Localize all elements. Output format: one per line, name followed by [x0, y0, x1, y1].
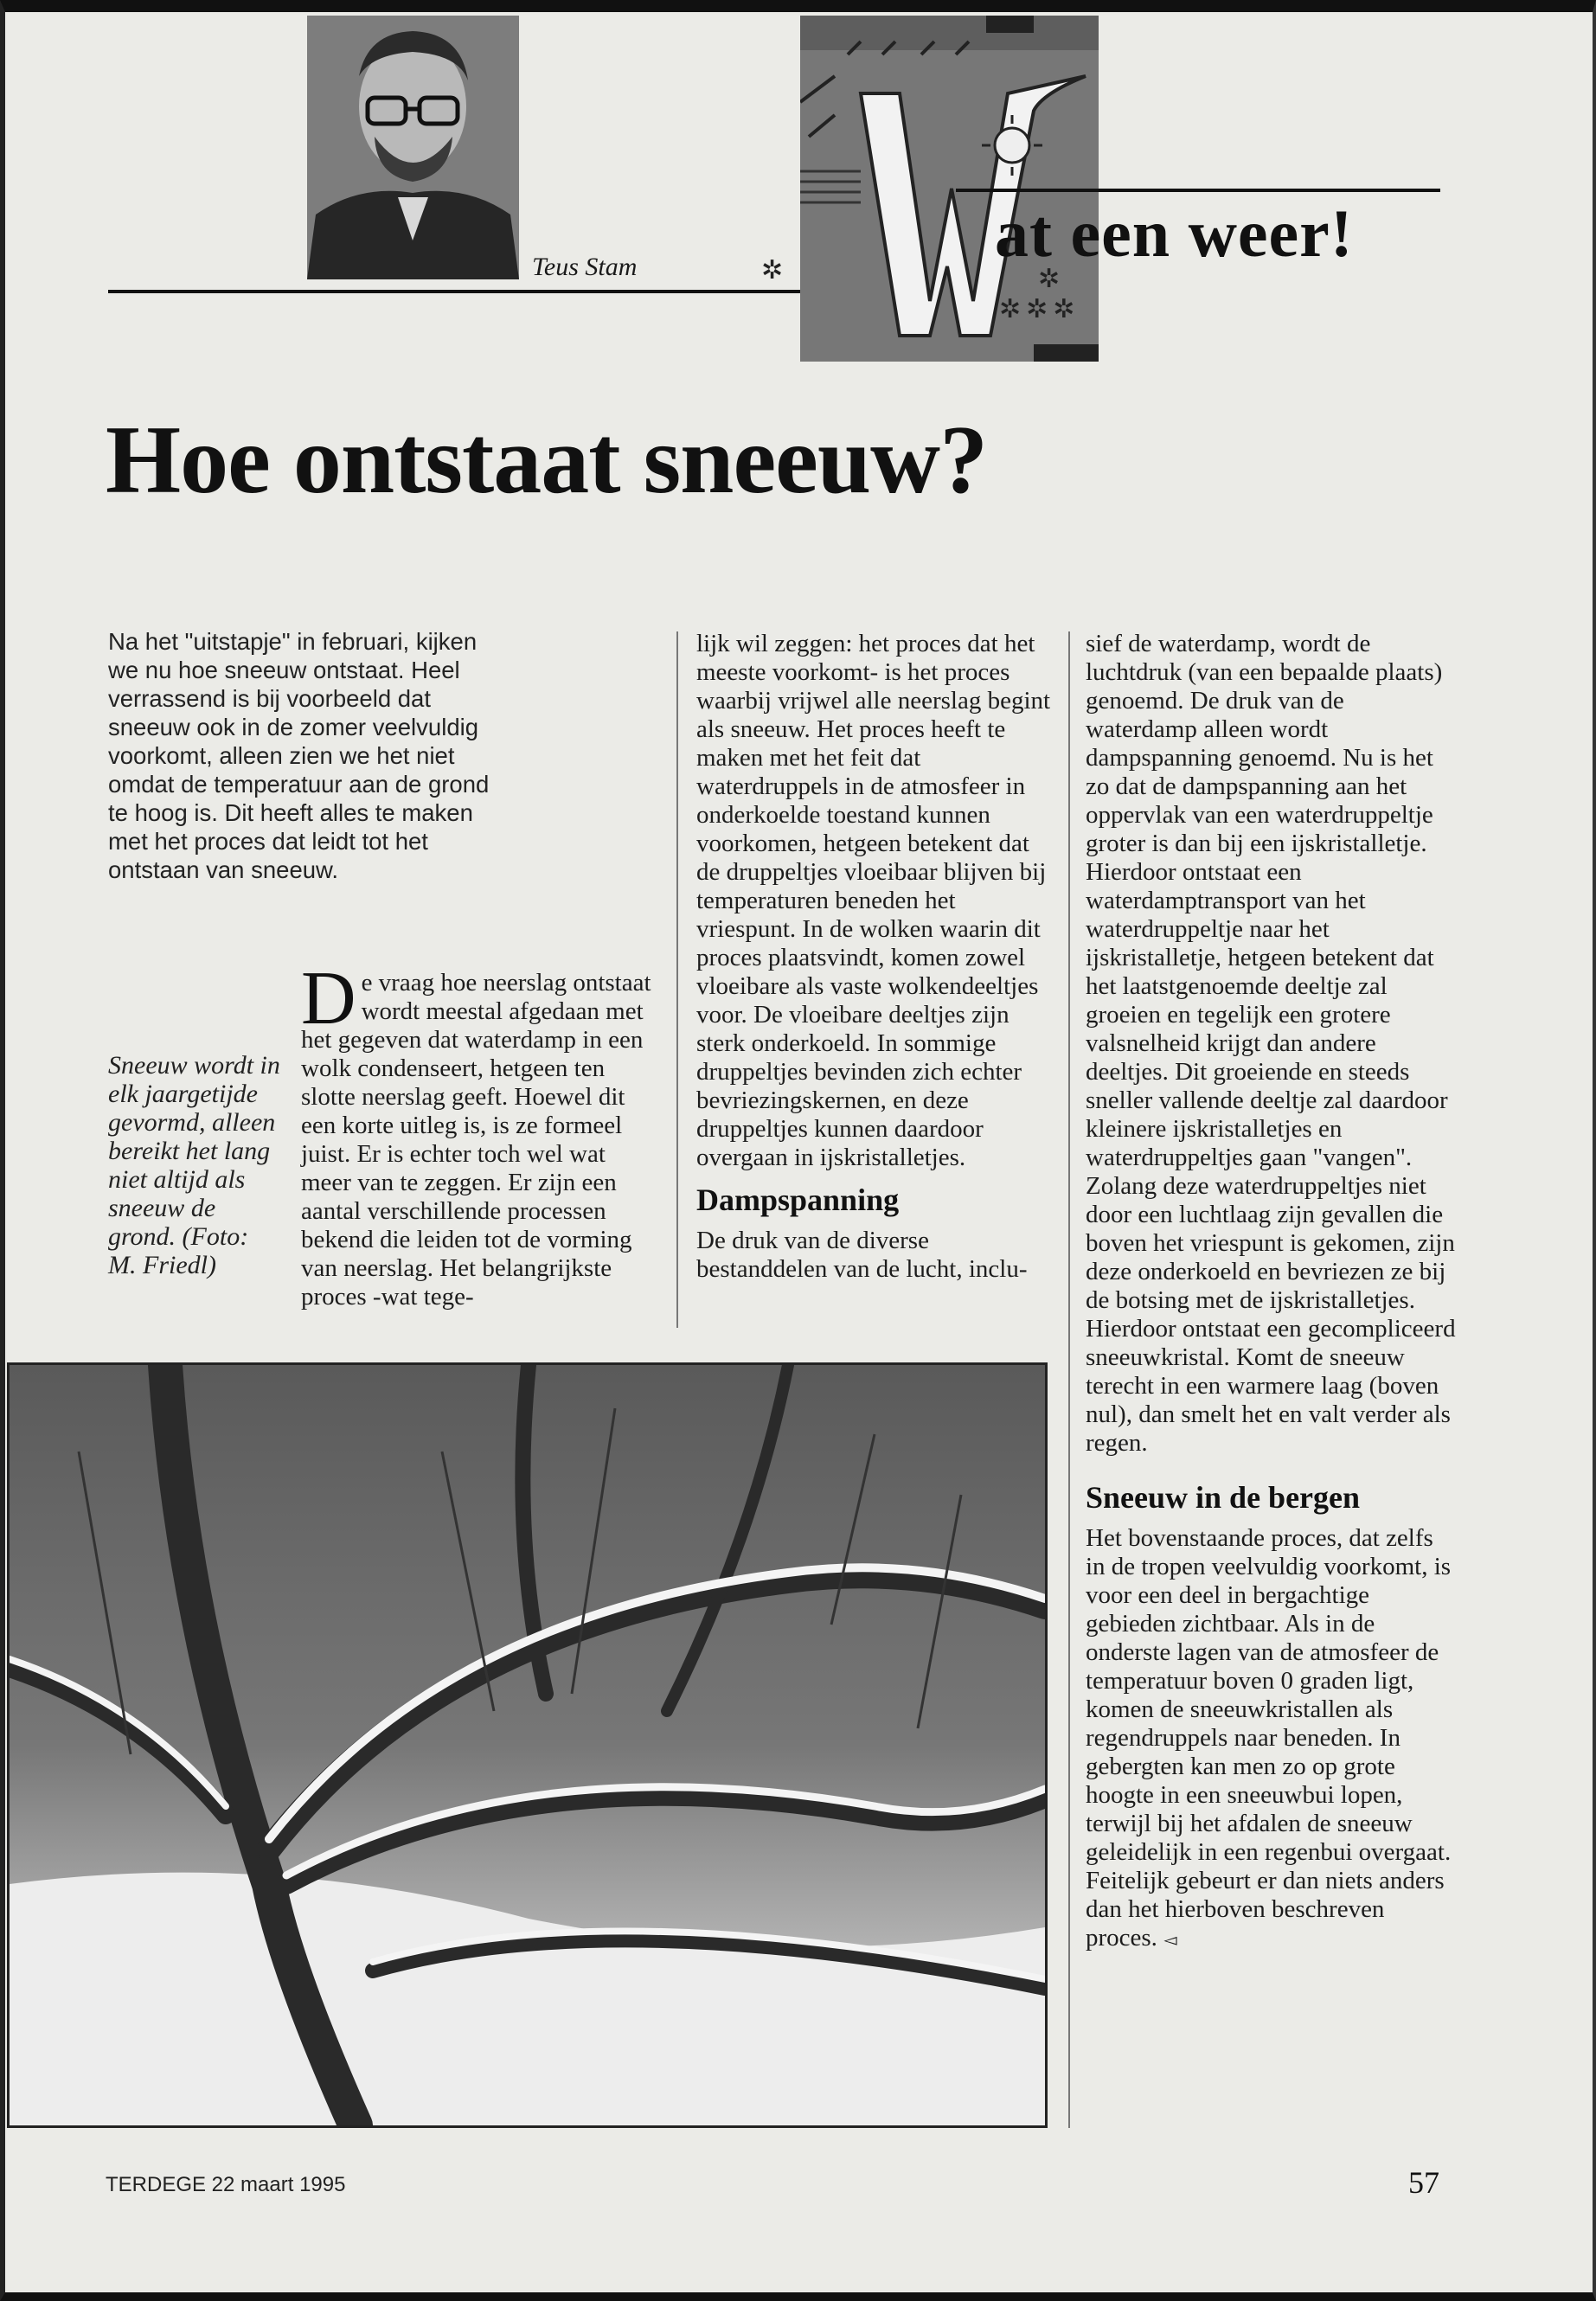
photo-caption: Sneeuw wordt in elk jaargetijde gevormd, alleen bereikt het lang niet altijd als sneeuw de grond. (Foto: M. Friedl): [108, 1051, 280, 1279]
header-rule-right: [956, 189, 1440, 192]
byline: Teus Stam: [532, 253, 638, 281]
column-rule: [1068, 631, 1070, 2128]
end-mark-icon: ◅: [1163, 1931, 1177, 1950]
snow-photo: [7, 1362, 1048, 2128]
column-b: [696, 630, 1051, 1284]
column-a: [301, 957, 660, 1311]
page-number: 57: [1408, 2165, 1439, 2200]
paragraph: e vraag hoe neerslag ontstaat wordt meestal afgedaan met het gegeven dat waterdamp in een wolk condenseert, hetgeen ten slotte neerslag geeft. Hoewel dit een korte uitleg is, is ze formeel juist. Er is echter toch wel wat meer van te zeggen. Er zijn een aantal verschillende processen bekend die leiden tot de vorming van neerslag. Het belangrijkste proces -wat tege-: [301, 969, 651, 1311]
article-headline: Hoe ontstaat sneeuw?: [106, 407, 988, 514]
column-c: [1086, 630, 1458, 1955]
subheading: Dampspanning: [696, 1183, 900, 1217]
paragraph: De druk van de diverse bestanddelen van de lucht, inclu-: [696, 1227, 1028, 1283]
author-portrait: [307, 16, 519, 279]
drop-cap: D: [301, 957, 356, 1041]
star-icon: ✲: [761, 256, 784, 285]
footer-publication: TERDEGE 22 maart 1995: [106, 2173, 346, 2196]
column-title: at een weer!: [995, 195, 1354, 271]
article-intro: Na het "uitstapje" in februari, kijken we nu hoe sneeuw ontstaat. Heel verrassend is bij voorbeeld dat sneeuw ook in de zomer veelvuldig voorkomt, alleen zien we het niet omdat de temperatuur aan de grond te hoog is. Dit heeft alles te maken met het proces dat leidt tot het ontstaan van sneeuw.: [108, 628, 490, 883]
paragraph: Het bovenstaande proces, dat zelfs in de tropen veelvuldig voorkomt, is voor een deel in bergachtige gebieden zichtbaar. Als in de onderste lagen van de atmosfeer de temperatuur boven 0 graden ligt, komen de sneeuwkristallen als regendruppels naar beneden. In gebergten kan men zo op grote hoogte in een sneeuwbui lopen, terwijl bij het afdalen de sneeuw geleidelijk in een regenbui overgaat. Feitelijk gebeurt er dan niets anders dan het hierboven beschreven proces.: [1086, 1524, 1452, 1952]
paragraph: lijk wil zeggen: het proces dat het meeste voorkomt- is het proces waarbij vrijwel alle neerslag begint als sneeuw. Het proces heeft te maken met het feit dat waterdruppels in de atmosfeer in onderkoelde toestand kunnen voorkomen, hetgeen betekent dat de druppeltjes vloeibaar blijven bij temperaturen beneden het vriespunt. In de wolken waarin dit proces plaatsvindt, komen zowel vloeibare als vaste wolkendeeltjes voor. De vloeibare deeltjes zijn sterk onderkoeld. In sommige druppeltjes bevinden zich echter bevriezingskernen, en deze druppeltjes kunnen daardoor overgaan in ijskristalletjes.: [696, 630, 1051, 1171]
column-rule: [676, 631, 678, 1328]
header-rule-left: [108, 290, 804, 293]
subheading: Sneeuw in de bergen: [1086, 1480, 1361, 1515]
paragraph: sief de waterdamp, wordt de luchtdruk (van een bepaalde plaats) genoemd. De druk van de waterdamp alleen wordt dampspanning genoemd. Nu is het zo dat de dampspanning aan het oppervlak van een waterdruppeltje groter is dan bij een ijskristalletje. Hierdoor ontstaat een waterdamptransport van het waterdruppeltje naar het ijskristalletje, hetgeen betekent dat het laatstgenoemde deeltje zal groeien en tegelijk een grotere valsnelheid krijgt dan andere deeltjes. Dit groeiende en steeds sneller vallende deeltje zal daardoor kleinere ijskristalletjes en waterdruppeltjes gaan "vangen". Zolang deze waterdruppeltjes niet door een luchtlaag zijn gevallen die boven het vriespunt is gekomen, zijn deze onderkoeld en bevriezen ze bij de botsing met de ijskristalletjes. Hierdoor ontstaat een gecompliceerd sneeuwkristal. Komt de sneeuw terecht in een warmere laag (boven nul), dan smelt het en valt verder als regen.: [1086, 630, 1456, 1457]
star-icon: ✲: [1038, 265, 1061, 293]
stars-icon: ✲✲✲: [999, 295, 1080, 324]
